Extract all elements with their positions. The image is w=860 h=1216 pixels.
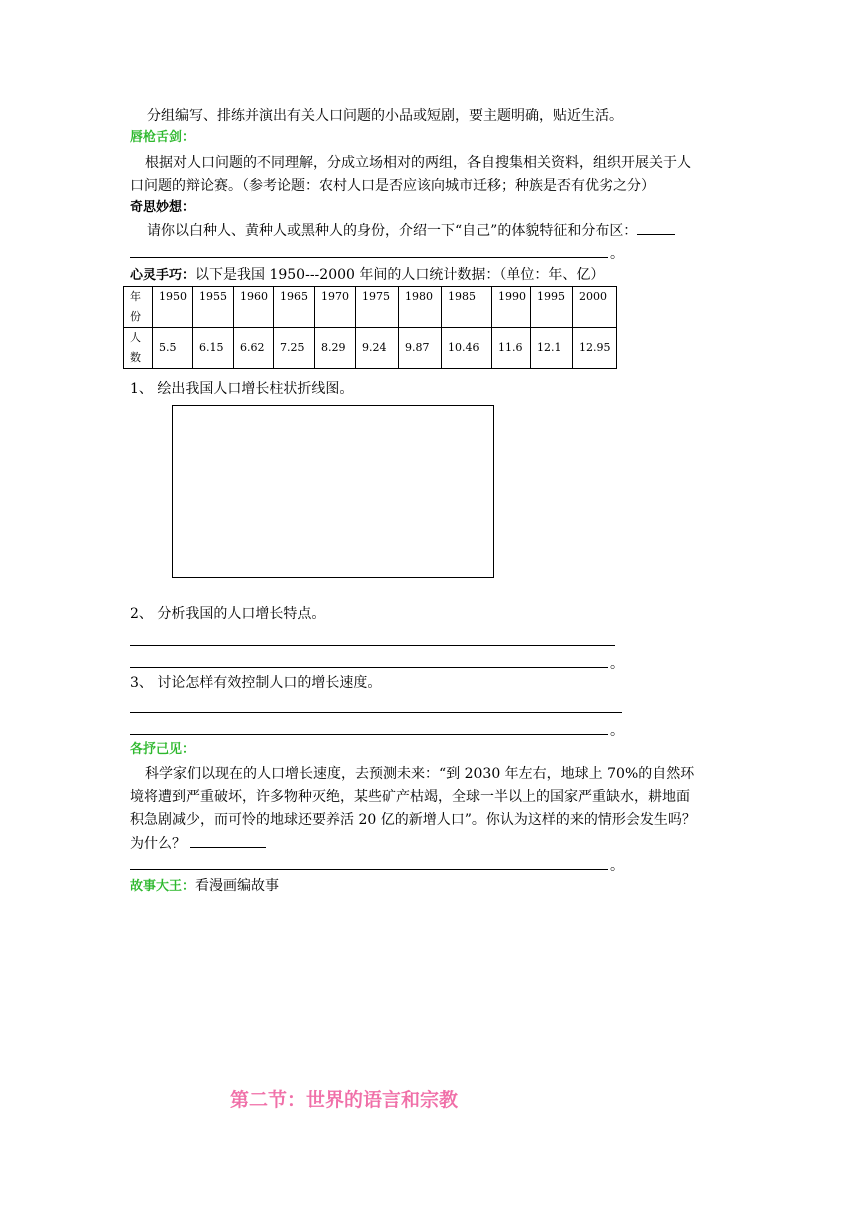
table-cell: 9.24: [356, 328, 399, 369]
section-title: 第二节：世界的语言和宗教: [230, 1089, 459, 1111]
answer-blank[interactable]: [637, 220, 675, 235]
table-cell: 10.46: [442, 328, 492, 369]
population-table: [123, 286, 617, 369]
heart-text: 以下是我国 1950---2000 年间的人口统计数据：（单位：年、亿）: [195, 267, 605, 283]
question-1: 1、 绘出我国人口增长柱状折线图。: [130, 381, 354, 397]
end-mark: 。: [610, 246, 624, 262]
question-2: 2、 分析我国的人口增长特点。: [130, 606, 326, 622]
imagine-line-1: [147, 220, 675, 241]
end-mark: 。: [610, 858, 624, 874]
table-cell: 12.95: [573, 328, 617, 369]
heart-heading: 心灵手巧：: [130, 268, 196, 283]
table-cell: 1960: [234, 287, 274, 328]
table-cell: 1965: [274, 287, 315, 328]
story-line: [130, 876, 279, 897]
table-cell: 1975: [356, 287, 399, 328]
table-row-years: [124, 287, 617, 328]
table-cell: 1955: [193, 287, 234, 328]
table-cell: 8.29: [315, 328, 356, 369]
answer-line[interactable]: [130, 257, 608, 258]
row-label-population: [124, 328, 153, 369]
intro-text: 分组编写、排练并演出有关人口问题的小品或短剧，要主题明确，贴近生活。: [147, 108, 623, 124]
table-cell: 12.1: [531, 328, 573, 369]
table-cell: 1970: [315, 287, 356, 328]
table-cell: 1990: [492, 287, 531, 328]
label-char: 人: [130, 331, 141, 344]
table-cell: 2000: [573, 287, 617, 328]
story-heading: 故事大王：: [130, 879, 196, 894]
opinion-line-4: [130, 833, 266, 854]
imagine-text: 请你以白种人、黄种人或黑种人的身份，介绍一下“自己”的体貌特征和分布区：: [147, 223, 638, 239]
opinion-line-1: 科学家们以现在的人口增长速度，去预测未来：“到 2030 年左右，地球上 70%的自然环: [145, 766, 695, 782]
imagine-heading: 奇思妙想：: [130, 200, 196, 215]
answer-line[interactable]: [130, 712, 622, 713]
heart-line: [130, 265, 604, 286]
table-cell: 11.6: [492, 328, 531, 369]
debate-heading: 唇枪舌剑：: [130, 130, 196, 145]
table-cell: 6.15: [193, 328, 234, 369]
label-char: 份: [130, 310, 141, 323]
end-mark: 。: [610, 723, 624, 739]
table-cell: 1995: [531, 287, 573, 328]
opinion-line-3: 积急剧减少，而可怜的地球还要养活 20 亿的新增人口”。你认为这样的来的情形会发生吗？: [130, 812, 696, 828]
table-cell: 1980: [399, 287, 442, 328]
debate-line-2: 口问题的辩论赛。（参考论题：农村人口是否应该向城市迁移；种族是否有优劣之分）: [130, 178, 655, 194]
row-label-year: [124, 287, 153, 328]
story-text: 看漫画编故事: [195, 878, 280, 894]
label-char: 数: [130, 351, 141, 364]
label-char: 年: [130, 290, 141, 303]
answer-line[interactable]: [130, 869, 608, 870]
answer-blank[interactable]: [190, 833, 266, 848]
end-mark: 。: [610, 656, 624, 672]
table-cell: 1950: [153, 287, 193, 328]
answer-line[interactable]: [130, 734, 608, 735]
answer-line[interactable]: [130, 645, 615, 646]
table-cell: 5.5: [153, 328, 193, 369]
opinion-line-2: 境将遭到严重破坏，许多物种灭绝，某些矿产枯竭，全球一半以上的国家严重缺水，耕地面: [130, 789, 690, 805]
table-cell: 9.87: [399, 328, 442, 369]
table-cell: 1985: [442, 287, 492, 328]
table-cell: 7.25: [274, 328, 315, 369]
debate-line-1: 根据对人口问题的不同理解，分成立场相对的两组，各自搜集相关资料，组织开展关于人: [145, 155, 691, 171]
opinion-question: 为什么？: [130, 836, 186, 852]
chart-drawing-box[interactable]: [172, 405, 494, 578]
opinion-heading: 各抒己见：: [130, 742, 196, 757]
table-cell: 6.62: [234, 328, 274, 369]
answer-line[interactable]: [130, 667, 608, 668]
question-3: 3、 讨论怎样有效控制人口的增长速度。: [130, 675, 382, 691]
table-row-population: [124, 328, 617, 369]
